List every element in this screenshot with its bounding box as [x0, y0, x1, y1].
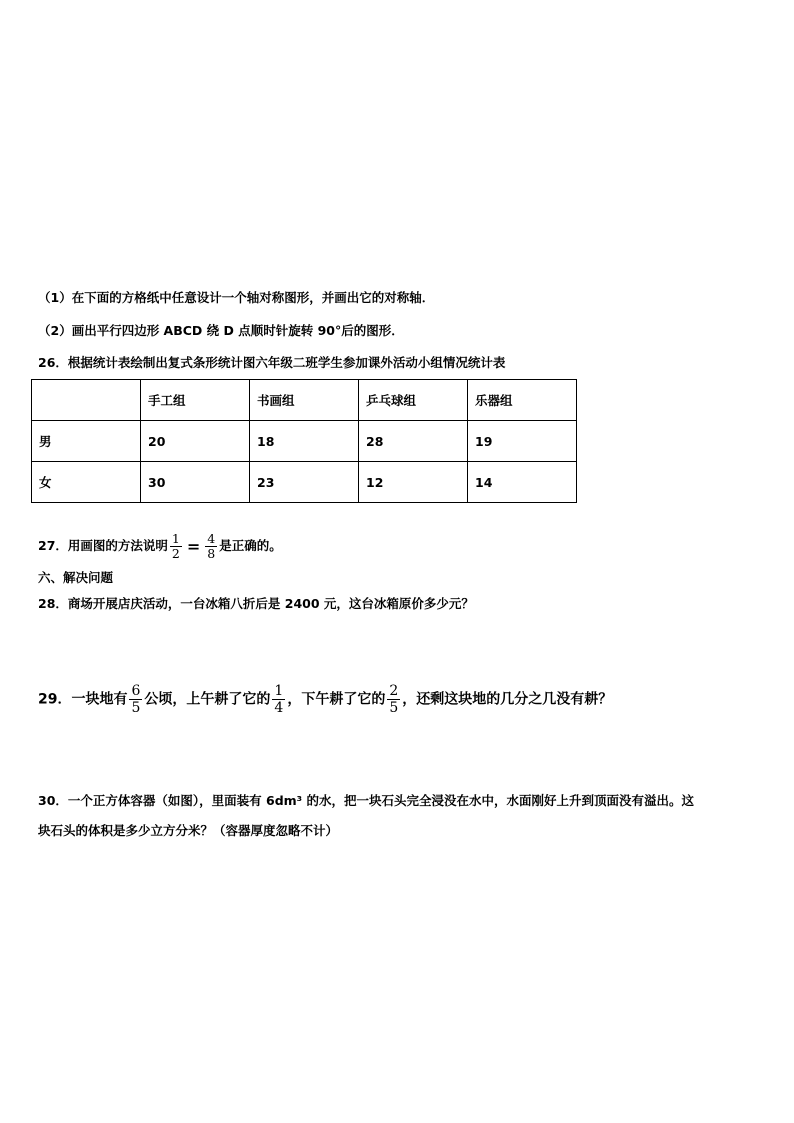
table-row [32, 421, 577, 462]
table-header-cell [32, 380, 141, 421]
fraction-one-quarter [272, 683, 285, 716]
q29-part-a: 29．一块地有 [38, 691, 128, 708]
table-header-cell: 手工组 [141, 380, 250, 421]
fraction-denominator: 5 [131, 700, 141, 716]
fraction-two-fifths [387, 683, 400, 716]
table-cell: 男 [32, 421, 141, 462]
table-cell: 女 [32, 462, 141, 503]
fraction-denominator: 8 [207, 546, 216, 561]
q30-line1: 30．一个正方体容器（如图），里面装有 6dm³ 的水，把一块石头完全浸没在水中，水面刚好上升到顶面没有溢出。这 [38, 793, 694, 808]
q29-part-b: 公顷，上午耕了它的 [144, 691, 271, 708]
table-cell: 19 [468, 421, 577, 462]
q27-prefix: 27．用画图的方法说明 [38, 538, 168, 553]
fraction-numerator: 1 [171, 531, 180, 546]
q25-part1: （1）在下面的方格纸中任意设计一个轴对称图形，并画出它的对称轴． [38, 290, 435, 305]
table-header-cell: 书画组 [250, 380, 359, 421]
fraction-numerator: 4 [207, 531, 216, 546]
fraction-one-half [170, 532, 182, 561]
table-header-row [32, 380, 577, 421]
table-cell: 12 [359, 462, 468, 503]
table-cell: 23 [250, 462, 359, 503]
table-cell: 30 [141, 462, 250, 503]
q28-text: 28．商场开展店庆活动，一台冰箱八折后是 2400 元，这台冰箱原价多少元？ [38, 596, 474, 611]
table-cell: 20 [141, 421, 250, 462]
equals-sign: = [186, 536, 201, 556]
fraction-numerator: 6 [131, 683, 141, 699]
table-cell: 18 [250, 421, 359, 462]
fraction-denominator: 2 [171, 546, 180, 561]
fraction-denominator: 4 [274, 700, 284, 716]
fraction-denominator: 5 [389, 700, 399, 716]
table-header-cell: 乒乓球组 [359, 380, 468, 421]
q30-line2: 块石头的体积是多少立方分米？（容器厚度忽略不计） [38, 823, 339, 838]
q27-line [38, 532, 282, 561]
table-header-cell: 乐器组 [468, 380, 577, 421]
q29-part-d: ，还剩这块地的几分之几没有耕？ [402, 691, 613, 708]
fraction-four-eighths [205, 532, 217, 561]
table-cell: 28 [359, 421, 468, 462]
table-cell: 14 [468, 462, 577, 503]
fraction-numerator: 1 [274, 683, 284, 699]
q27-suffix: 是正确的。 [219, 538, 282, 553]
q29-line [38, 683, 612, 716]
q26-text: 26．根据统计表绘制出复式条形统计图六年级二班学生参加课外活动小组情况统计表 [38, 355, 506, 370]
stats-table [31, 379, 577, 503]
fraction-six-fifths [129, 683, 142, 716]
fraction-numerator: 2 [389, 683, 399, 699]
table-row [32, 462, 577, 503]
q25-part2: （2）画出平行四边形 ABCD 绕 D 点顺时针旋转 90°后的图形． [38, 323, 404, 338]
q29-part-c: ，下午耕了它的 [287, 691, 386, 708]
section-heading: 六、解决问题 [38, 570, 114, 585]
